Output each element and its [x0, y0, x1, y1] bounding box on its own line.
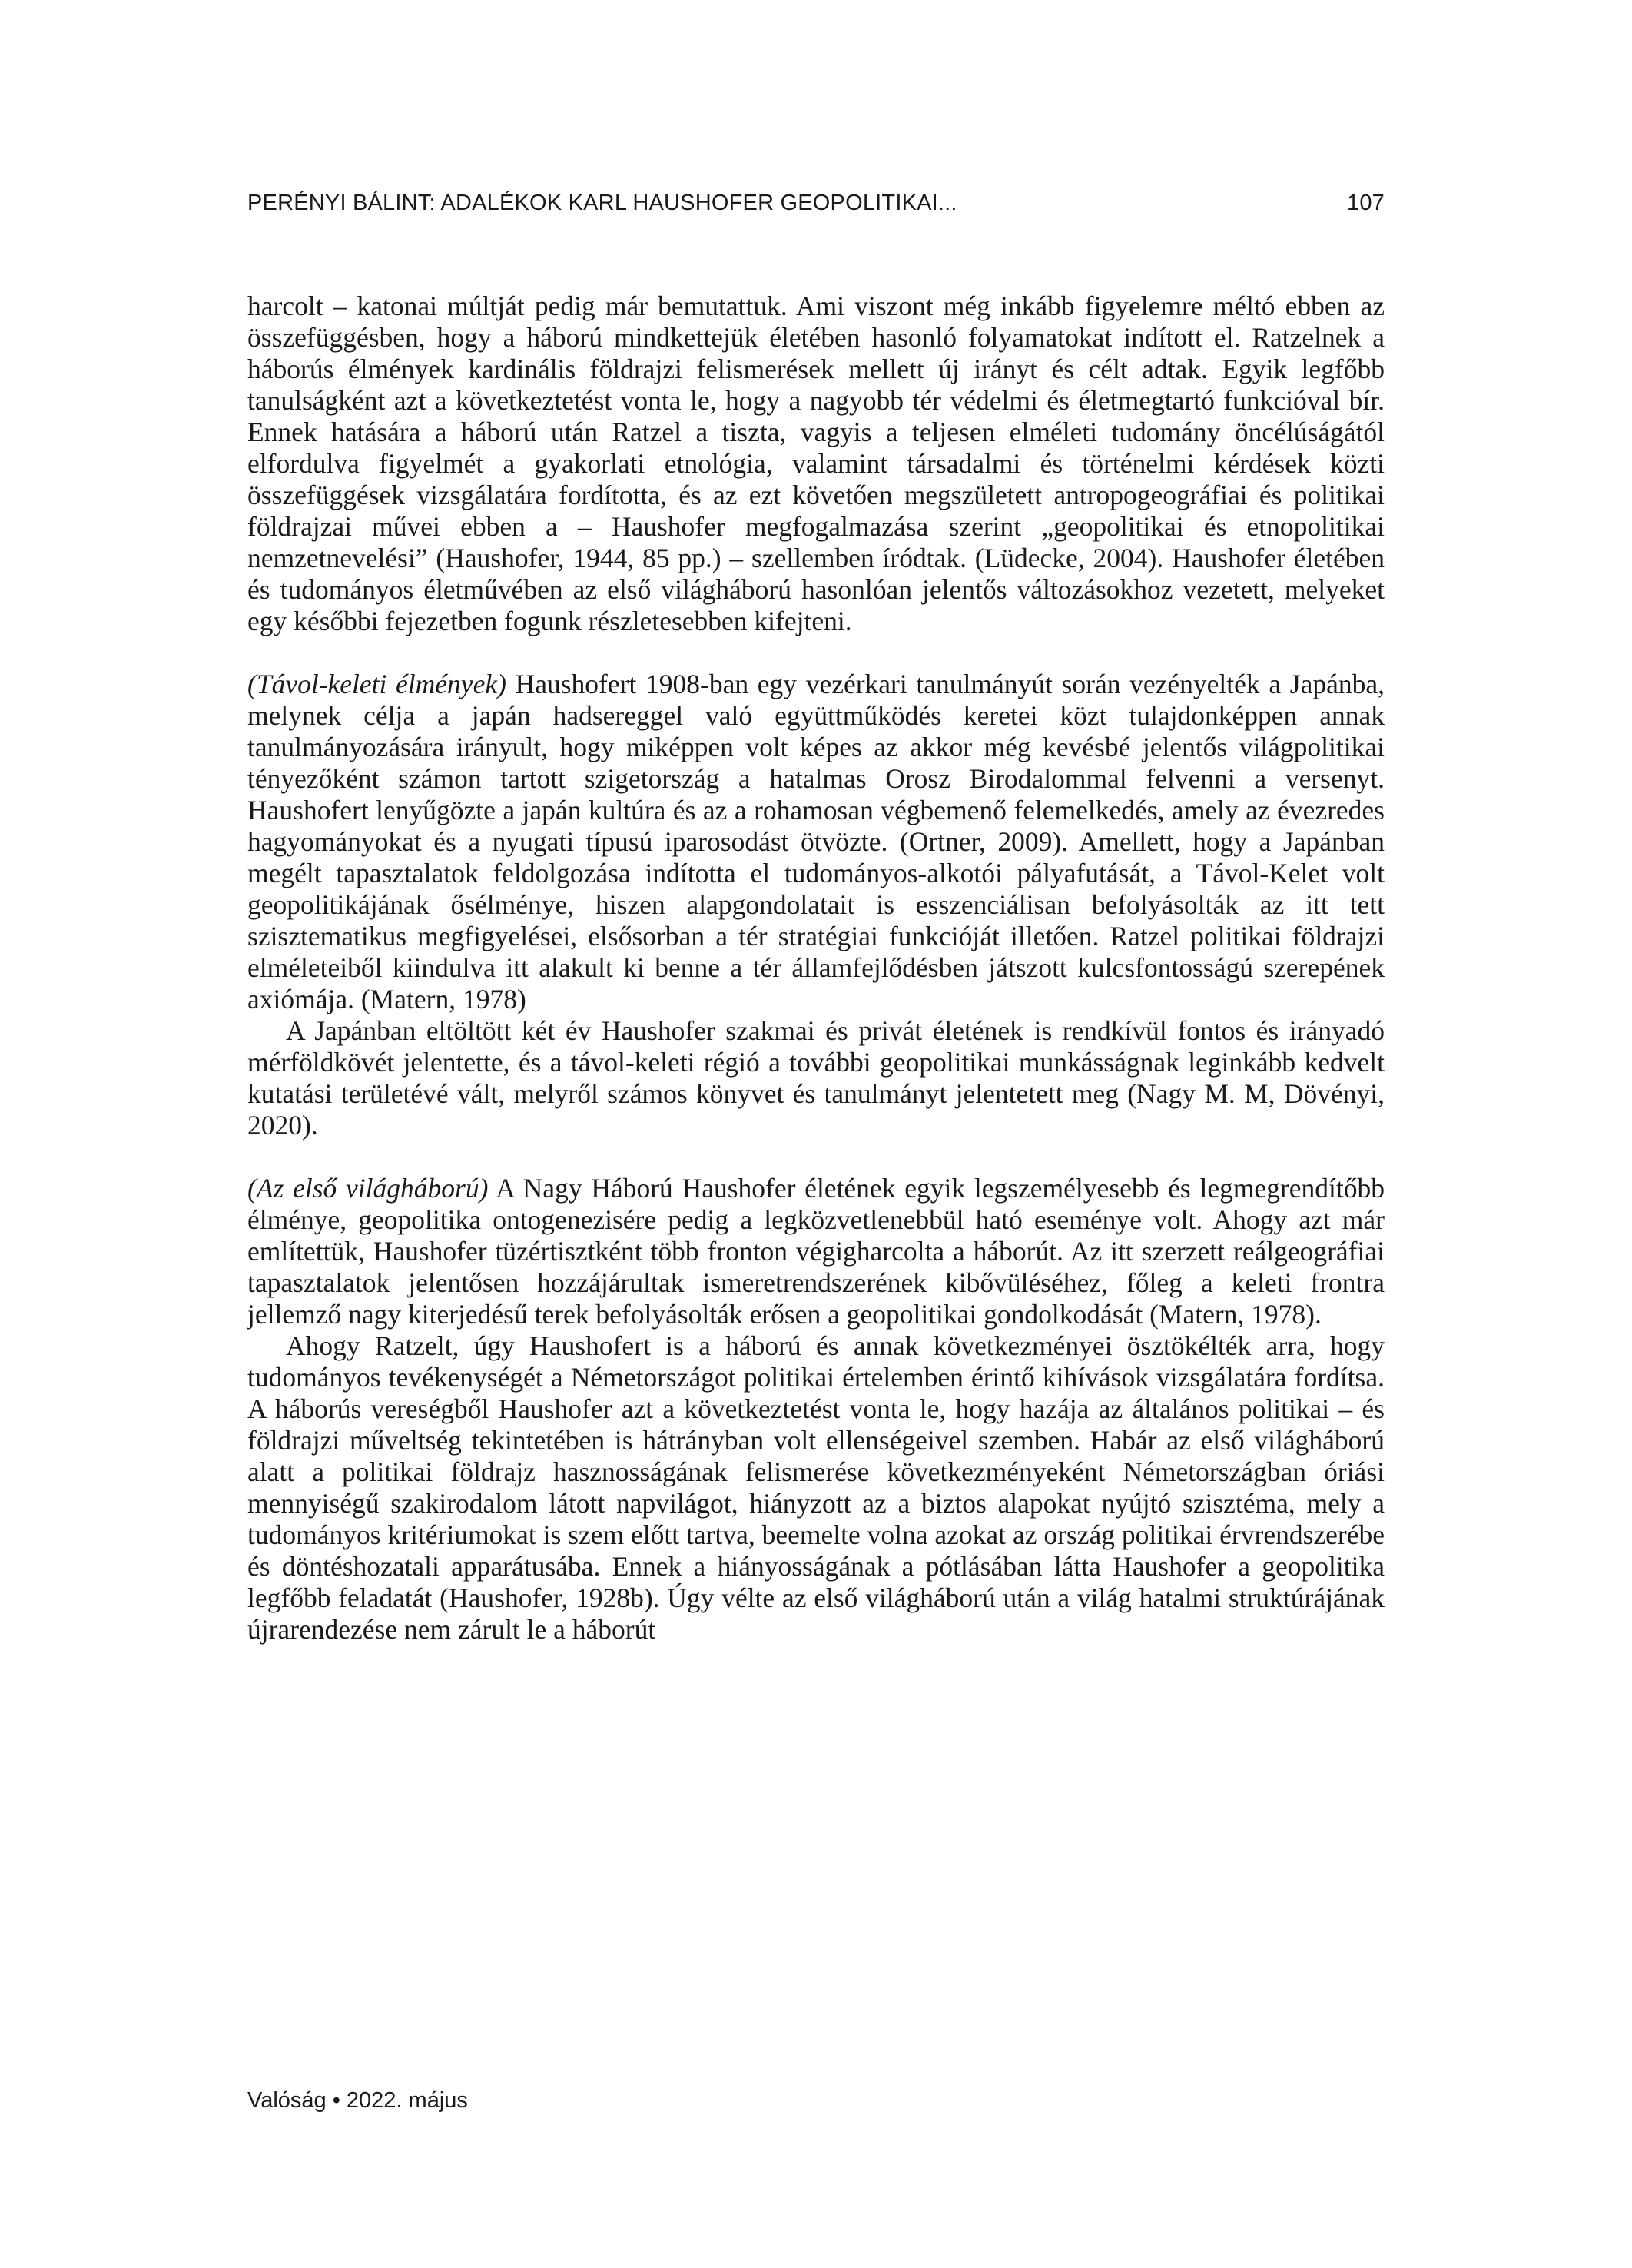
paragraph-text: Ahogy Ratzelt, úgy Haushofert is a háború és annak következményei ösztökélték arra, hogy tudományos tevékenységét a Németországot politikai értelemben érintő kihívások vizsgálatára fordítsa. A háborús vereségből Haushofer azt a következtetést vonta le, hogy hazája az általános politikai – és földrajzi műveltség tekintetében is hátrányban volt ellenségeivel szemben. Habár az első világháború alatt a politikai földrajz hasznosságának felismerése következményeként Németországban óriási mennyiségű szakirodalom látott napvilágot, hiányzott az a biztos alapokat nyújtó szisztéma, mely a tudományos kritériumokat is szem előtt tartva, beemelte volna azokat az ország politikai érvrendszerébe és döntéshozatali apparátusába. Ennek a hiányosságának a pótlásában látta Haushofer a geopolitika legfőbb feladatát (Haushofer, 1928b). Úgy vélte az első világháború után a világ hatalmi struktúrájának újrarendezése nem zárult le a háborút [247, 1330, 1385, 1645]
paragraph-war-consequences [247, 1330, 1385, 1645]
page-footer: Valóság • 2022. május [247, 2088, 468, 2113]
paragraph-japan-years [247, 1015, 1385, 1141]
paragraph-text: A Nagy Háború Haushofer életének egyik legszemélyesebb és legmegrendítőbb élménye, geopolitika ontogenezisére pedig a legközvetlenebbül ható eseménye volt. Ahogy azt már említettük, Haushofer tüzértisztként több fronton végigharcolta a háborút. Az itt szerzett reálgeográfiai tapasztalatok jelentősen hozzájárultak ismeretrendszerének kibővüléséhez, főleg a keleti frontra jellemző nagy kiterjedésű terek befolyásolták erősen a geopolitikai gondolkodását (Matern, 1978). [247, 1173, 1385, 1330]
section-run-in-heading: (Távol-keleti élmények) [247, 669, 506, 699]
paragraph-text: harcolt – katonai múltját pedig már bemutattuk. Ami viszont még inkább figyelemre méltó ebben az összefüggésben, hogy a háború mindkettejük életében hasonló folyamatokat indított el. Ratzelnek a háborús élmények kardinális földrajzi felismerések mellett új irányt és célt adtak. Egyik legfőbb tanulságként azt a következtetést vonta le, hogy a nagyobb tér védelmi és életmegtartó funkcióval bír. Ennek hatására a háború után Ratzel a tiszta, vagyis a teljesen elméleti tudomány öncélúságától elfordulva figyelmét a gyakorlati etnológia, valamint társadalmi és történelmi kérdések közti összefüggések vizsgálatára fordította, és az ezt követően megszületett antropogeográfiai és politikai földrajzai művei ebben a – Haushofer megfogalmazása szerint „geopolitikai és etnopolitikai nemzetnevelési” (Haushofer, 1944, 85 pp.) – szellemben íródtak. (Lüdecke, 2004). Haushofer életében és tudományos életművében az első világháború hasonlóan jelentős változásokhoz vezetett, melyeket egy későbbi fejezetben fogunk részletesebben kifejteni. [247, 291, 1385, 636]
section-run-in-heading: (Az első világháború) [247, 1173, 489, 1204]
paragraph-text: A Japánban eltöltött két év Haushofer szakmai és privát életének is rendkívül fontos és irányadó mérföldkövét jelentette, és a távol-keleti régió a további geopolitikai munkásságnak leginkább kedvelt kutatási területévé vált, melyről számos könyvet és tanulmányt jelentetett meg (Nagy M. M, Dövényi, 2020). [247, 1015, 1385, 1141]
paragraph-text: Haushofert 1908-ban egy vezérkari tanulmányút során vezényelték a Japánba, melynek célja a japán hadsereggel való együttműködés keretei közt tulajdonképpen annak tanulmányozására irányult, hogy miképpen volt képes az akkor még kevésbé jelentős világpolitikai tényezőként számon tartott szigetország a hatalmas Orosz Birodalommal felvenni a versenyt. Haushofert lenyűgözte a japán kultúra és az a rohamosan végbemenő felemelkedés, amely az évezredes hagyományokat és a nyugati típusú iparosodást ötvözte. (Ortner, 2009). Amellett, hogy a Japánban megélt tapasztalatok feldolgozása indította el tudományos-alkotói pályafutását, a Távol-Kelet volt geopolitikájának ősélménye, hiszen alapgondolatait is esszenciálisan befolyásolták az itt tett szisztematikus megfigyelései, elsősorban a tér stratégiai funkcióját illetően. Ratzel politikai földrajzi elméleteiből kiindulva itt alakult ki benne a tér államfejlődésben játszott kulcsfontosságú szerepének axiómája. (Matern, 1978) [247, 669, 1385, 1014]
paragraph-far-east [247, 669, 1385, 1015]
paragraph-ratzel-war [247, 291, 1385, 637]
article-body [247, 291, 1385, 1645]
page-number: 107 [1347, 191, 1385, 215]
running-title: PERÉNYI BÁLINT: ADALÉKOK KARL HAUSHOFER GEOPOLITIKAI... [247, 191, 957, 215]
running-head [247, 191, 1385, 221]
paragraph-first-world-war [247, 1173, 1385, 1330]
